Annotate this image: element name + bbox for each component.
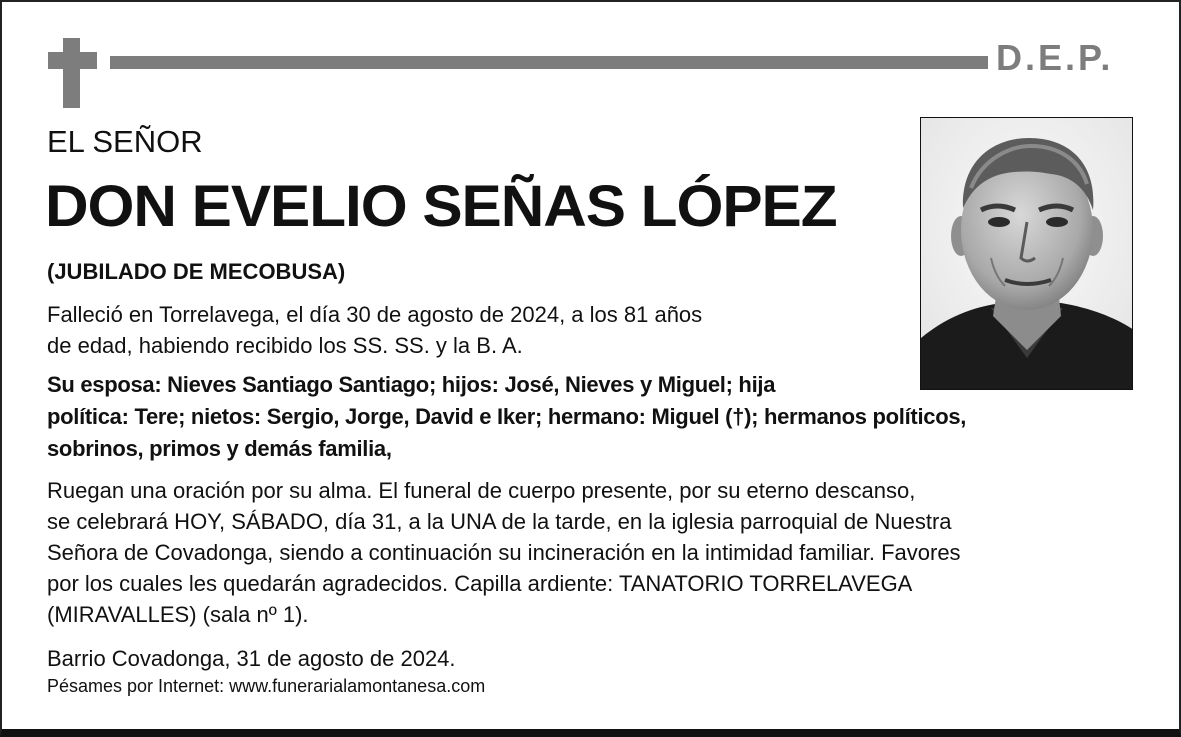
cross-icon-arm bbox=[48, 52, 97, 69]
family-line: Su esposa: Nieves Santiago Santiago; hijos: José, Nieves y Miguel; hija bbox=[47, 372, 776, 397]
cross-icon bbox=[63, 38, 80, 108]
portrait-image bbox=[921, 118, 1133, 390]
occupation: (JUBILADO DE MECOBUSA) bbox=[47, 259, 346, 284]
service-line: Ruegan una oración por su alma. El funeral de cuerpo presente, por su eterno descanso, bbox=[47, 478, 916, 503]
deceased-name: DON EVELIO SEÑAS LÓPEZ bbox=[45, 174, 837, 239]
place-date: Barrio Covadonga, 31 de agosto de 2024. bbox=[47, 646, 456, 671]
service-line: Señora de Covadonga, siendo a continuación su incineración en la intimidad familiar. Favores bbox=[47, 540, 961, 565]
dep-label: D.E.P. bbox=[996, 37, 1114, 78]
portrait-photo bbox=[920, 117, 1133, 390]
death-line: de edad, habiendo recibido los SS. SS. y la B. A. bbox=[47, 333, 523, 358]
service-line: (MIRAVALLES) (sala nº 1). bbox=[47, 602, 309, 627]
family-line: sobrinos, primos y demás familia, bbox=[47, 436, 392, 461]
service-paragraph bbox=[47, 475, 961, 630]
service-line: se celebrará HOY, SÁBADO, día 31, a la UNA de la tarde, en la iglesia parroquial de Nuestra bbox=[47, 509, 952, 534]
family-paragraph bbox=[47, 369, 966, 465]
header-rule bbox=[110, 56, 988, 69]
death-line: Falleció en Torrelavega, el día 30 de agosto de 2024, a los 81 años bbox=[47, 302, 703, 327]
service-line: por los cuales les quedarán agradecidos. Capilla ardiente: TANATORIO TORRELAVEGA bbox=[47, 571, 913, 596]
title-prefix: EL SEÑOR bbox=[47, 124, 203, 159]
condolences-link-text: Pésames por Internet: www.funerarialamontanesa.com bbox=[47, 676, 486, 696]
death-paragraph bbox=[47, 299, 702, 361]
family-line: política: Tere; nietos: Sergio, Jorge, David e Iker; hermano: Miguel (†); hermanos políticos, bbox=[47, 404, 967, 429]
